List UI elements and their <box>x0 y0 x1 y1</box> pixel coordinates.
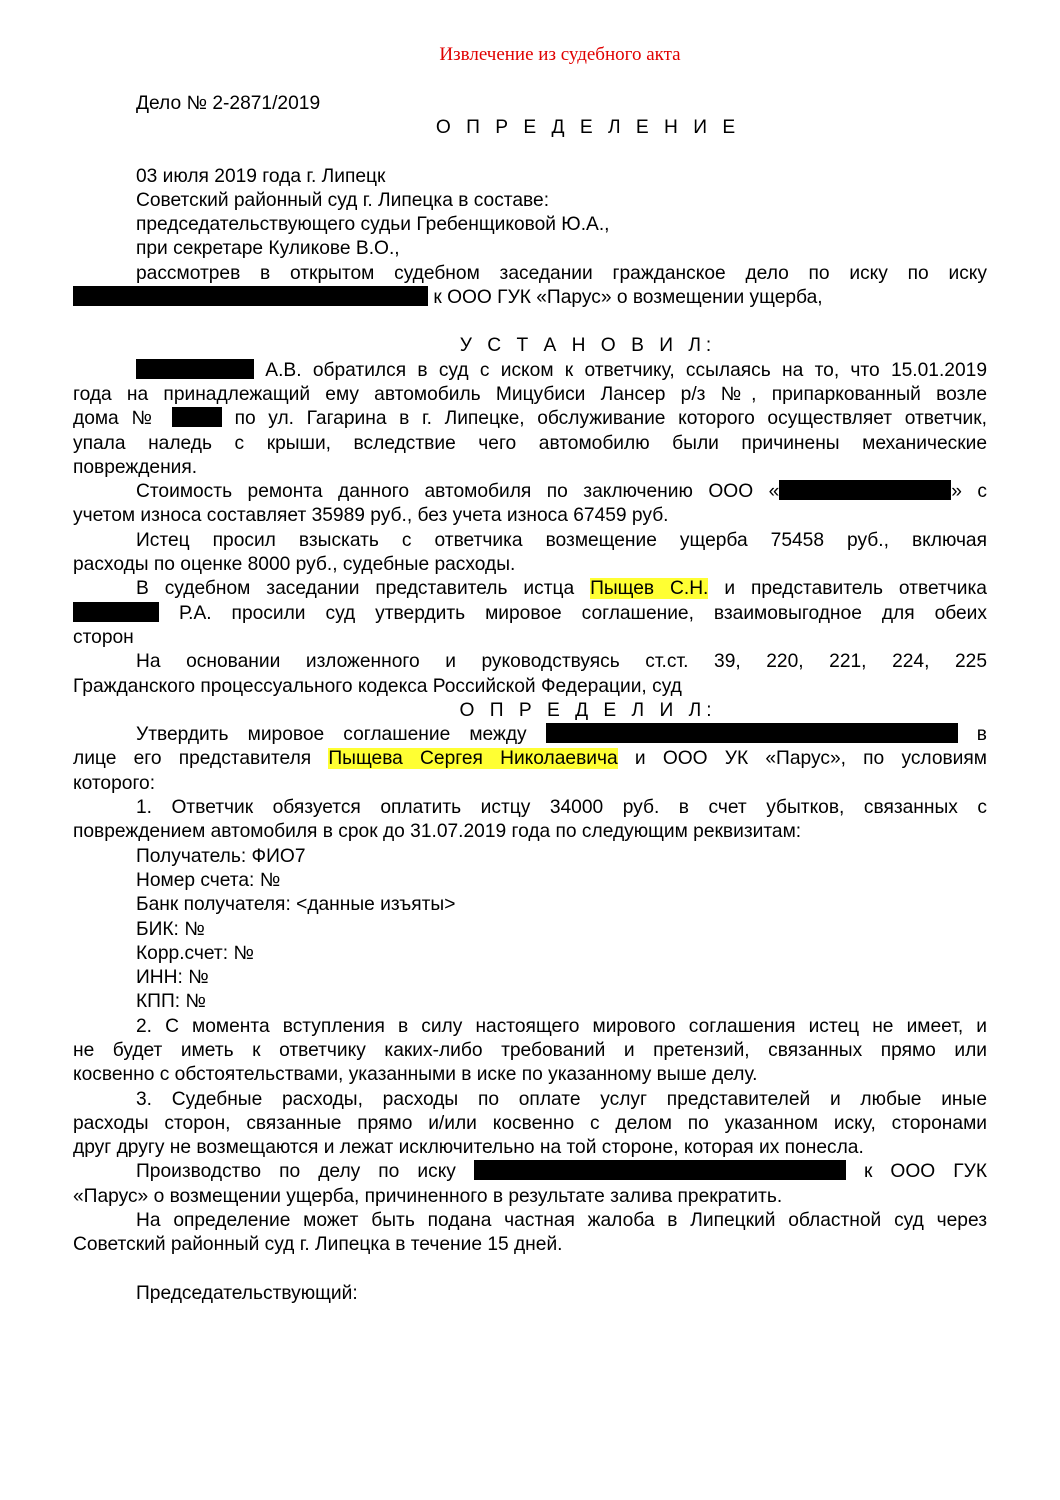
para-6-line-1: Утвердить мировое соглашение между в <box>136 724 987 746</box>
para-4-line-1: В судебном заседании представитель истца Пыщев С.Н. и представитель ответчика <box>136 578 987 600</box>
para-8-line-1: На определение может быть подана частная жалоба в Липецкий областной суд через <box>136 1210 987 1232</box>
para-1-line-1: А.В. обратился в суд с иском к ответчику, ссылаясь на то, что 15.01.2019 <box>73 359 987 383</box>
redaction-block <box>136 359 254 379</box>
requisite-line: КПП: № <box>136 991 207 1013</box>
para-7-line-2: «Парус» о возмещении ущерба, причиненного в результате залива прекратить. <box>73 1185 783 1207</box>
judge-line: председательствующего судьи Гребенщиковой Ю.А., <box>136 214 610 236</box>
requisite-line: Банк получателя: <данные изъяты> <box>136 894 456 916</box>
court-name: Советский районный суд г. Липецка в составе: <box>136 189 550 211</box>
item-3-line-2: расходы сторон, связанные прямо и/или косвенно с делом по указанном иску, сторонами <box>73 1112 987 1134</box>
para-4-line-2: Р.А. просили суд утвердить мировое соглашение, взаимовыгодное для обеих <box>73 602 987 626</box>
para-5-line-2: Гражданского процессуального кодекса Российской Федерации, суд <box>73 675 682 697</box>
item-2-line-3: косвенно с обстоятельствами, указанными в иске по указанному выше делу. <box>73 1064 758 1086</box>
para-6-line-2: лице его представителя Пыщева Сергея Николаевича и ООО УК «Парус», по условиям <box>73 748 987 770</box>
item-2-line-1: 2. С момента вступления в силу настоящего мирового соглашения истец не имеет, и <box>136 1015 987 1037</box>
spacer <box>73 310 987 334</box>
redaction-block <box>546 723 958 743</box>
document-title: О П Р Е Д Е Л Е Н И Е <box>435 117 741 139</box>
para-3-line-2: расходы по оценке 8000 руб., судебные расходы. <box>73 554 516 576</box>
para-5-line-1: На основании изложенного и руководствуясь ст.ст. 39, 220, 221, 224, 225 <box>136 651 987 673</box>
document-header: Извлечение из судебного акта <box>439 44 681 65</box>
redaction-block <box>779 480 951 500</box>
redaction-block <box>172 407 222 427</box>
requisite-line: ИНН: № <box>136 967 209 989</box>
para-1-line-2: года на принадлежащий ему автомобиль Мицубиси Лансер р/з №, припаркованный возле <box>73 383 987 405</box>
para-7-line-1: Производство по делу по иску к ООО ГУК <box>136 1161 987 1183</box>
date-place: 03 июля 2019 года г. Липецк <box>136 165 386 187</box>
considered-line-1: рассмотрев в открытом судебном заседании гражданское дело по иску по иску <box>136 262 987 284</box>
secretary-line: при секретаре Куликове В.О., <box>136 238 400 260</box>
para-4-line-3: сторон <box>73 626 134 648</box>
item-3-line-3: друг другу не возмещаются и лежат исключительно на той стороне, которая их понесла. <box>73 1137 864 1159</box>
para-1-line-4: упала наледь с крыши, вследствие чего автомобилю были причинены механические <box>73 432 987 454</box>
item-3-line-1: 3. Судебные расходы, расходы по оплате услуг представителей и любые иные <box>136 1088 987 1110</box>
para-6-line-3: которого: <box>73 772 156 794</box>
section-established: У С Т А Н О В И Л: <box>459 335 717 357</box>
requisite-line: Получатель: ФИО7 <box>136 845 306 867</box>
highlighted-name: Пыщев С.Н. <box>590 578 709 600</box>
redaction-block <box>474 1160 846 1180</box>
spacer <box>73 141 987 165</box>
considered-line-2: к ООО ГУК «Парус» о возмещении ущерба, <box>73 286 987 310</box>
redaction-block <box>73 286 428 306</box>
requisite-line: Корр.счет: № <box>136 942 254 964</box>
item-1-line-2: повреждением автомобиля в срок до 31.07.2019 года по следующим реквизитам: <box>73 821 802 843</box>
section-determined: О П Р Е Д Е Л И Л: <box>459 699 717 721</box>
para-3-line-1: Истец просил взыскать с ответчика возмещение ущерба 75458 руб., включая <box>136 529 987 551</box>
case-number: Дело № 2-2871/2019 <box>136 93 321 114</box>
para-1-line-5: повреждения. <box>73 456 198 478</box>
requisite-line: БИК: № <box>136 918 205 940</box>
para-2-line-2: учетом износа составляет 35989 руб., без учета износа 67459 руб. <box>73 505 669 527</box>
requisite-line: Номер счета: № <box>136 869 281 891</box>
spacer <box>73 1258 987 1282</box>
item-1-line-1: 1. Ответчик обязуется оплатить истцу 34000 руб. в счет убытков, связанных с <box>136 797 987 819</box>
highlighted-name: Пыщева Сергея Николаевича <box>328 748 618 770</box>
presiding-signature-line: Председательствующий: <box>136 1282 358 1304</box>
para-8-line-2: Советский районный суд г. Липецка в течение 15 дней. <box>73 1234 563 1256</box>
redaction-block <box>73 602 159 622</box>
para-2-line-1: Стоимость ремонта данного автомобиля по заключению ООО « » с <box>136 481 987 503</box>
document-body <box>73 92 987 1306</box>
item-2-line-2: не будет иметь к ответчику каких-либо требований и претензий, связанных прямо или <box>73 1039 987 1061</box>
para-1-line-3: дома № по ул. Гагарина в г. Липецке, обслуживание которого осуществляет ответчик, <box>73 408 987 430</box>
